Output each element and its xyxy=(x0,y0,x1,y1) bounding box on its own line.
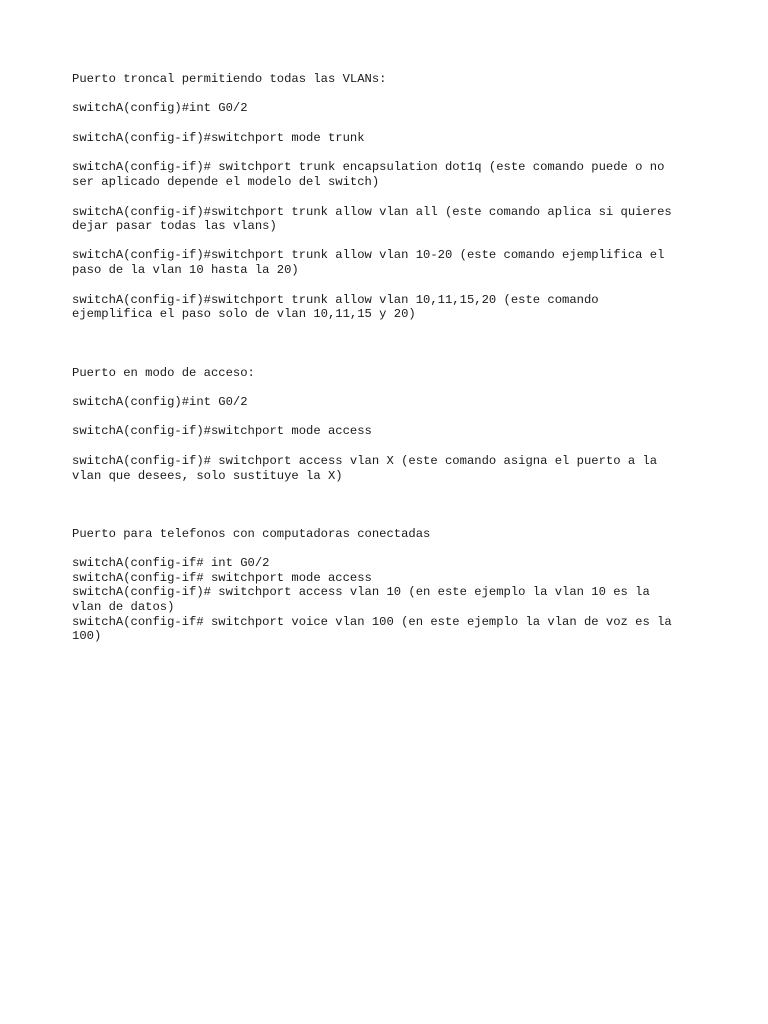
command-line: vlan de datos) xyxy=(72,600,175,614)
command-line: paso de la vlan 10 hasta la 20) xyxy=(72,263,299,277)
command-line: switchA(config)#int G0/2 xyxy=(72,101,248,115)
command-line: switchA(config-if)#switchport mode trunk xyxy=(72,131,365,145)
command-line: switchA(config-if)#switchport trunk allow vlan 10-20 (este comando ejemplifica el xyxy=(72,248,665,262)
command-line: switchA(config-if)#switchport trunk allow vlan 10,11,15,20 (este comando xyxy=(72,293,599,307)
command-line: switchA(config-if)#switchport trunk allow vlan all (este comando aplica si quieres xyxy=(72,205,672,219)
command-line: ser aplicado depende el modelo del switch) xyxy=(72,175,380,189)
command-line: switchA(config-if# switchport voice vlan 100 (en este ejemplo la vlan de voz es la xyxy=(72,615,672,629)
command-line: 100) xyxy=(72,629,102,643)
command-line: vlan que desees, solo sustituye la X) xyxy=(72,469,343,483)
command-line: switchA(config-if)# switchport access vlan 10 (en este ejemplo la vlan 10 es la xyxy=(72,585,650,599)
command-line: ejemplifica el paso solo de vlan 10,11,15 y 20) xyxy=(72,307,416,321)
command-line: switchA(config-if)# switchport access vlan X (este comando asigna el puerto a la xyxy=(72,454,658,468)
command-line: dejar pasar todas las vlans) xyxy=(72,219,277,233)
command-line: switchA(config-if# int G0/2 xyxy=(72,556,270,570)
section-heading-voice: Puerto para telefonos con computadoras conectadas xyxy=(72,527,431,541)
section-heading-access: Puerto en modo de acceso: xyxy=(72,366,255,380)
command-line: switchA(config-if)#switchport mode access xyxy=(72,424,372,438)
command-line: switchA(config-if# switchport mode access xyxy=(72,571,372,585)
command-line: switchA(config)#int G0/2 xyxy=(72,395,248,409)
command-line: switchA(config-if)# switchport trunk encapsulation dot1q (este comando puede o no xyxy=(72,160,665,174)
section-heading-trunk: Puerto troncal permitiendo todas las VLANs: xyxy=(72,72,387,86)
